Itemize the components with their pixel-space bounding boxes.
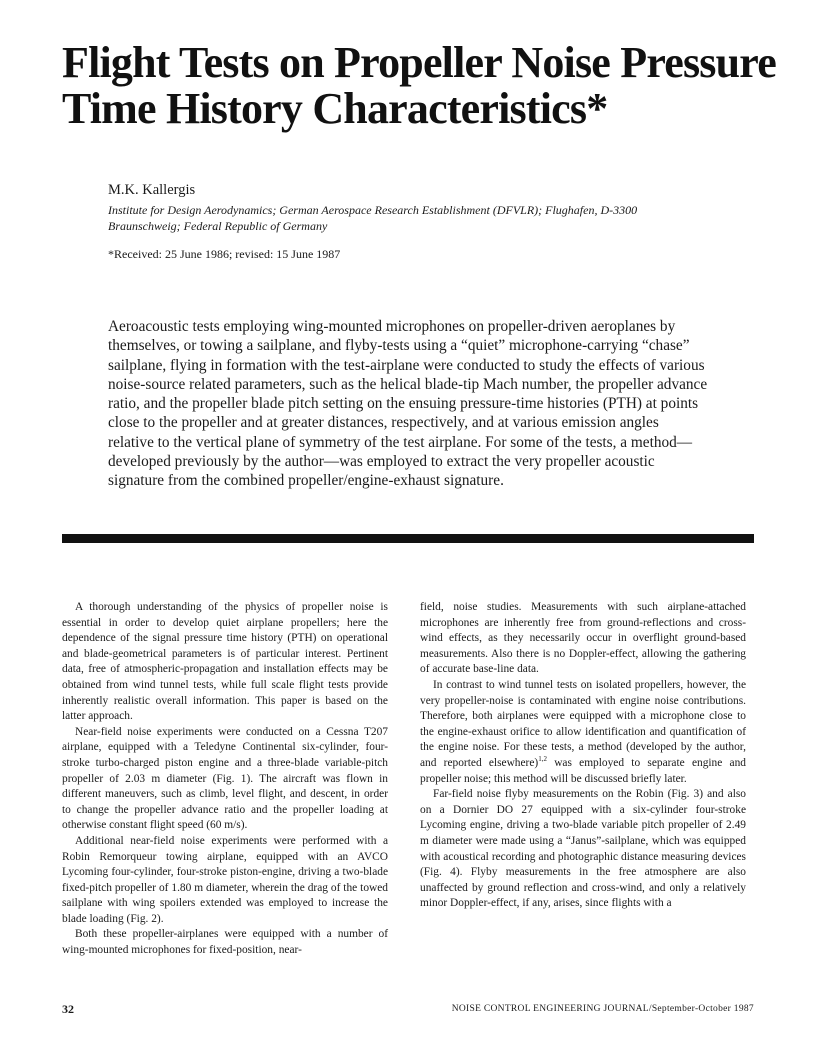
section-divider: [62, 534, 754, 543]
paragraph-text: was employed to separate engine and propeller noise; this method will be discussed briefly later.: [420, 756, 746, 785]
body-column-left: [62, 600, 388, 959]
author-affiliation: Institute for Design Aerodynamics; German Aerospace Research Establishment (DFVLR); Flughafen, D-3300 Braunschweig; Federal Republic of Germany: [108, 203, 638, 233]
page-number: 32: [62, 1002, 74, 1016]
body-paragraph: field, noise studies. Measurements with such airplane-attached microphones are inherently free from ground-reflections and cross-wind effects, as they necessarily occur in overflight ground-based measurements. Also there is no Doppler-effect, allowing the gathering of accurate base-line data.: [420, 601, 746, 676]
body-paragraph: Both these propeller-airplanes were equipped with a number of wing-mounted microphones for fixed-position, near-: [62, 928, 388, 957]
abstract: Aeroacoustic tests employing wing-mounted microphones on propeller-driven aeroplanes by themselves, or towing a sailplane, and flyby-tests using a “quiet” microphone-carrying “chase” sailplane, flying in formation with the test-airplane were conducted to study the effects of various noise-source related parameters, such as the helical blade-tip Mach number, the propeller advance ratio, and the propeller blade pitch setting on the ensuing pressure-time histories (PTH) at points close to the propeller and at greater distances, respectively, and at various emission angles relative to the vertical plane of symmetry of the test airplane. For some of the tests, a method—developed previously by the author—was employed to extract the very propeller acoustic signature from the combined propeller/engine-exhaust signature.: [108, 318, 708, 490]
body-paragraph: A thorough understanding of the physics of propeller noise is essential in order to develop quiet airplane propellers; here the dependence of the signal pressure time history (PTH) on operational and blade-geometrical parameters is of particular interest. Pertinent data, free of atmospheric-propagation and installation effects may be obtained from wind tunnel tests, while full scale flight tests provide inherently realistic overall information. This paper is based on the latter approach.: [62, 601, 388, 723]
body-paragraph: [420, 678, 746, 787]
paper-title: Flight Tests on Propeller Noise Pressure Time History Characteristics*: [62, 38, 776, 133]
body-column-right: [420, 600, 746, 912]
paragraph-text: In contrast to wind tunnel tests on isolated propellers, however, the very propeller-noise is contaminated with engine noise contributions. Therefore, both airplanes were equipped with a microphone close to the engine-exhaust orifice to allow identification and quantification of the engine noise. For these tests, a method (developed by the author, and reported elsewhere): [420, 678, 746, 769]
journal-footer: NOISE CONTROL ENGINEERING JOURNAL/September-October 1987: [451, 1004, 754, 1014]
body-paragraph: Far-field noise flyby measurements on the Robin (Fig. 3) and also on a Dornier DO 27 equipped with a six-cylinder four-stroke Lycoming engine, driving a two-blade variable pitch propeller of 2.49 m diameter were made using a “Janus”-sailplane, which was equipped with acoustical recording and photographic distance measuring devices (Fig. 4). Flyby measurements in the free atmosphere are also unaffected by ground reflection and cross-wind, and only a relatively minor Doppler-effect, if any, arises, since flights with a: [420, 788, 746, 910]
body-paragraph: Near-field noise experiments were conducted on a Cessna T207 airplane, equipped with a Teledyne Continental six-cylinder, four-stroke turbo-charged piston engine and a three-blade variable-pitch propeller of 2.03 m diameter (Fig. 1). The aircraft was flown in different maneuvers, such as climb, level flight, and descent, in order to change the propeller advance ratio and the propeller loading at otherwise constant flight speed (60 m/s).: [62, 725, 388, 832]
author-name: M.K. Kallergis: [108, 182, 196, 198]
received-date: *Received: 25 June 1986; revised: 15 June 1987: [108, 247, 341, 261]
reference-marker[interactable]: 1,2: [538, 755, 547, 764]
body-paragraph: Additional near-field noise experiments were performed with a Robin Remorqueur towing airplane, equipped with an AVCO Lycoming four-cylinder, four-stroke piston-engine, driving a two-blade fixed-pitch propeller of 1.80 m diameter, wherein the drag of the towed sailplane with wing spoilers extended was employed to increase the blade loading (Fig. 2).: [62, 834, 388, 925]
